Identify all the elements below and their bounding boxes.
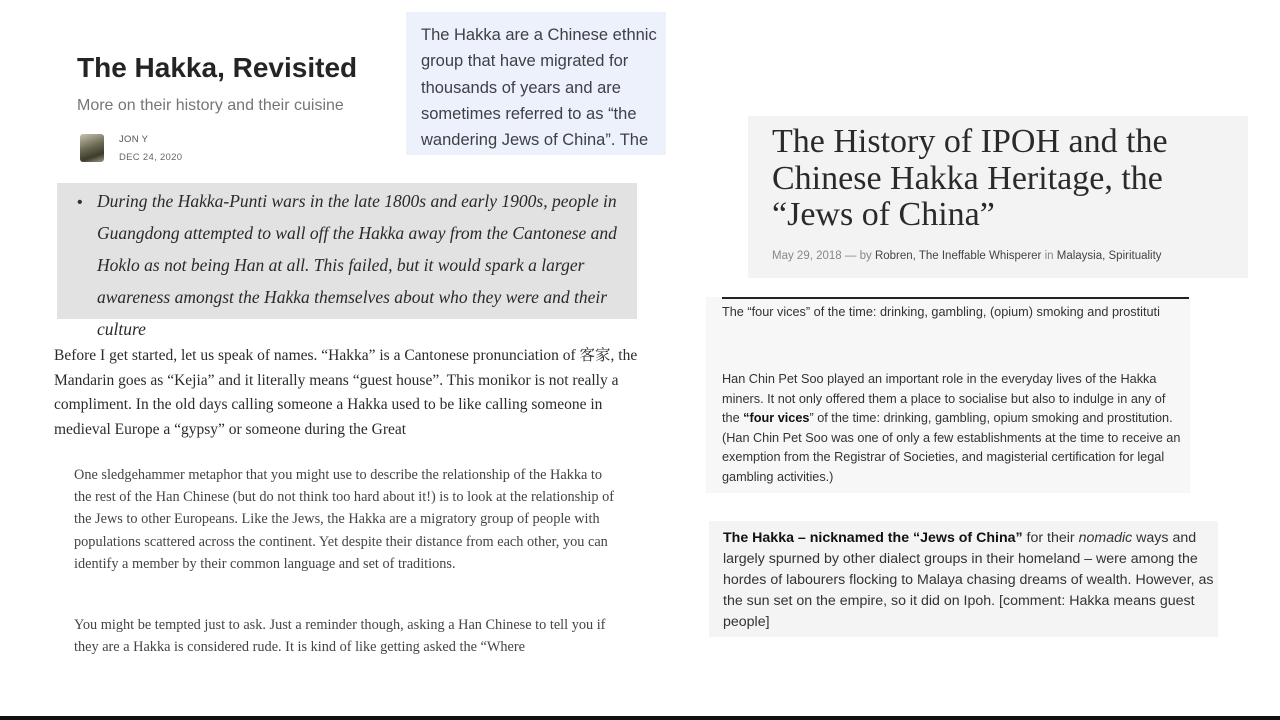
ipoh-article-categories[interactable]: Malaysia, Spirituality [1056,250,1162,262]
meta-by: by [859,250,872,262]
hakka-nickname-bold: The Hakka – nicknamed the “Jews of China” [723,530,1023,546]
ipoh-article-date[interactable]: May 29, 2018 [772,250,842,262]
bullet-text: During the Hakka-Punti wars in the late 1800s and early 1900s, people in Guangdong attempted to wall off the Hakka away from the Cantonese and Hoklo as not being Han at all. This failed, but it would spark a larger awareness amongst the Hakka themselves about who they were and their culture [97,191,617,339]
four-vices-bold: “four vices [743,411,810,425]
han-chin-pet-soo-paragraph [722,370,1184,487]
hakka-nickname-text [723,528,1215,633]
article-subtitle: More on their history and their cuisine [77,97,344,114]
hakka-text-a: for their [1022,530,1079,546]
excerpt-divider [722,297,1189,299]
ipoh-article-meta [772,250,1162,262]
ipoh-article-title[interactable]: The History of IPOH and the Chinese Hakka Heritage, the “Jews of China” [772,123,1168,233]
hakka-text-b: ways and largely spurned by other dialect groups in their homeland – were among the hordes of labourers flocking to Malaya chasing dreams of wealth. However, as the sun set on the empire, so it did on Ipoh. [comment: Hakka means guest people] [723,530,1214,630]
ipoh-article-header [748,116,1248,278]
names-paragraph: Before I get started, let us speak of names. “Hakka” is a Cantonese pronunciation of 客家, the Mandarin goes as “Kejia” and it literally means “guest house”. This monikor is not really a compliment. In the old days calling someone a Hakka used to be like calling someone in medieval Europe a “gypsy” or someone during the Great [54,347,638,438]
excerpt-text-a: Han Chin Pet Soo played an important role in the everyday lives of the Hakka miners. It not only offered them a place to socialise but also to indulge in any of the [722,372,1166,425]
asking-paragraph: You might be tempted just to ask. Just a reminder though, asking a Han Chinese to tell you if they are a Hakka is considered rude. It is kind of like getting asked the “Where [74,617,606,656]
author-avatar[interactable] [80,134,104,162]
quote-text: The Hakka are a Chinese ethnic group that have migrated for thousands of years and are sometimes referred to as “the wandering Jews of China”. The [421,26,657,150]
vices-excerpt-box [706,297,1190,493]
article-title: The Hakka, Revisited [77,52,358,83]
bottom-border [0,716,1280,720]
hakka-nickname-box [709,521,1218,637]
publish-date: DEC 24, 2020 [119,152,183,163]
ipoh-article-author[interactable]: Robren, The Ineffable Whisperer [874,250,1042,262]
vices-heading-line: The “four vices” of the time: drinking, gambling, (opium) smoking and prostituti [722,305,1160,319]
quote-box [406,12,666,155]
meta-separator: — [844,250,857,262]
author-name[interactable]: JON Y [119,134,149,145]
bullet-point: • [77,194,83,211]
bullet-excerpt-box [57,183,637,339]
meta-in: in [1044,250,1054,262]
metaphor-paragraph: One sledgehammer metaphor that you might use to describe the relationship of the Hakka to the rest of the Han Chinese (but do not think too hard about it!) is to look at the relationship of the Jews to other Europeans. Like the Jews, the Hakka are a migratory group of people with populations scattered across the continent. Yet despite their distance from each other, you can identify a member by their common language and set of traditions. [74,467,615,572]
excerpt-text-b: ” of the time: drinking, gambling, opium smoking and prostitution. (Han Chin Pet Soo was one of only a few establishments at the time to receive an exemption from the Registrar of Societies, and magisterial certification for legal gambling activities.) [722,411,1181,484]
nomadic-italic: nomadic [1078,530,1133,546]
